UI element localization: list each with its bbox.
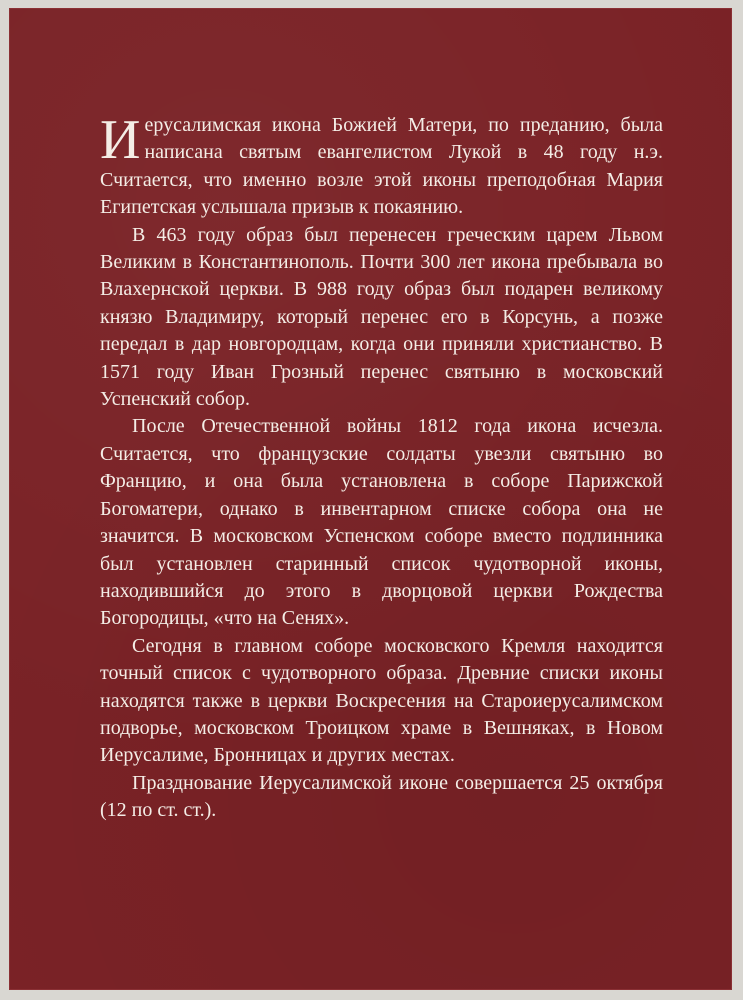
- booklet-page: [9, 8, 732, 990]
- paragraph-4: Сегодня в главном соборе московского Кремля находится точный список с чудотворного образа. Древние списки иконы находятся также в церкви Воскресения на Староиерусалимском подворье, московском Троицком храме в Вешняках, в Новом Иерусалиме, Бронницах и других местах.: [100, 634, 663, 767]
- article-text: [100, 109, 663, 825]
- paragraph-5: Празднование Иерусалимской иконе совершается 25 октября (12 по ст. ст.).: [100, 771, 663, 822]
- drop-cap: И: [100, 109, 141, 171]
- paragraph-1: [100, 109, 663, 222]
- paragraph-3: После Отечественной войны 1812 года икона исчезла. Считается, что французские солдаты увезли святыню во Францию, и она была установлена в соборе Парижской Богоматери, однако в инвентарном списке собора она не значится. В московском Успенском соборе вместо подлинника был установлен старинный список чудотворной иконы, находившийся до этого в дворцовой церкви Рождества Богородицы, «что на Сенях».: [100, 415, 663, 630]
- paragraph-2: В 463 году образ был перенесен греческим царем Львом Великим в Константинополь. Почти 300 лет икона пребывала во Влахернской церкви. В 988 году образ был подарен великому князю Владимиру, который перенес его в Корсунь, а позже передал в дар новгородцам, когда они приняли христианство. В 1571 году Иван Грозный перенес святыню в московский Успенский собор.: [100, 223, 663, 411]
- paragraph-1-text: ерусалимская икона Божией Матери, по преданию, была написана святым евангелистом Лукой в 48 году н.э. Считается, что именно возле этой иконы преподобная Мария Египетская услышала призыв к покаянию.: [100, 114, 663, 219]
